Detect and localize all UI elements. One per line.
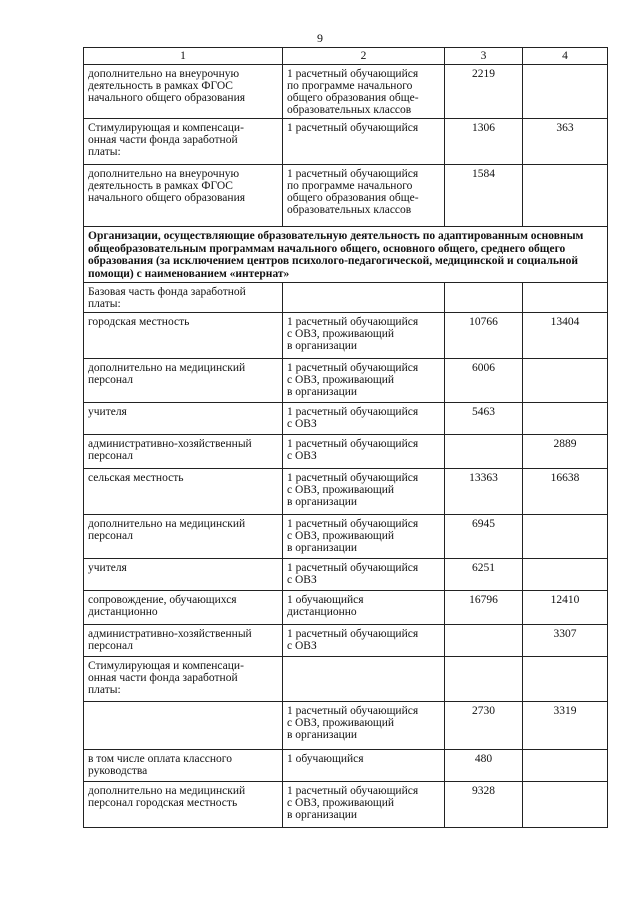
header-cell: 4 [523,48,608,65]
section-heading: Организации, осуществляющие образовательную деятельность по адаптированным основным общеобразовательным программам начального общего, основного общего, среднего общего образования (за исключением центров психолого-педагогической, медицинской и социальной помощи) с наименованием «интернат» [84,227,608,283]
table-row [84,559,608,591]
table-row [84,283,608,313]
row-unit: 1 расчетный обучающийся с ОВЗ [283,435,445,469]
row-label: дополнительно на внеурочную деятельность в рамках ФГОС начального общего образования [84,65,283,119]
row-value-col4: 3319 [523,702,608,750]
row-value-col4: 2889 [523,435,608,469]
row-value-col3: 2219 [445,65,523,119]
row-value-col4: 12410 [523,591,608,625]
row-value-col3: 480 [445,750,523,782]
row-unit: 1 расчетный обучающийся с ОВЗ, проживающий в организации [283,702,445,750]
row-label: Стимулирующая и компенсаци- онная части фонда заработной платы: [84,119,283,165]
row-value-col3: 16796 [445,591,523,625]
table-row [84,750,608,782]
table-row [84,119,608,165]
table-row [84,469,608,515]
table-row [84,359,608,403]
row-value-col4 [523,515,608,559]
row-unit: 1 расчетный обучающийся с ОВЗ, проживающий в организации [283,313,445,359]
row-value-col4: 16638 [523,469,608,515]
row-value-col3 [445,625,523,657]
row-value-col3: 1584 [445,165,523,227]
row-label: учителя [84,403,283,435]
row-value-col3: 1306 [445,119,523,165]
row-label: Базовая часть фонда заработной платы: [84,283,283,313]
row-unit: 1 расчетный обучающийся с ОВЗ, проживающий в организации [283,782,445,828]
row-value-col4: 13404 [523,313,608,359]
header-cell: 2 [283,48,445,65]
row-value-col3: 6006 [445,359,523,403]
row-value-col3: 2730 [445,702,523,750]
row-unit: 1 расчетный обучающийся с ОВЗ [283,625,445,657]
header-cell: 1 [84,48,283,65]
page-number: 9 [317,31,323,45]
row-label: дополнительно на медицинский персонал [84,515,283,559]
row-value-col4: 363 [523,119,608,165]
row-label: сопровождение, обучающихся дистанционно [84,591,283,625]
row-value-col3 [445,435,523,469]
table-header-row [84,48,608,65]
row-value-col3 [445,657,523,702]
row-unit: 1 расчетный обучающийся с ОВЗ [283,559,445,591]
row-unit: 1 расчетный обучающийся с ОВЗ, проживающий в организации [283,469,445,515]
table-row [84,435,608,469]
row-label: административно-хозяйственный персонал [84,625,283,657]
row-value-col3: 6945 [445,515,523,559]
table-row [84,657,608,702]
row-label: дополнительно на внеурочную деятельность в рамках ФГОС начального общего образования [84,165,283,227]
row-value-col3: 13363 [445,469,523,515]
row-value-col4 [523,165,608,227]
row-value-col3: 9328 [445,782,523,828]
row-value-col3: 6251 [445,559,523,591]
row-label: Стимулирующая и компенсаци- онная части фонда заработной платы: [84,657,283,702]
row-unit: 1 расчетный обучающийся по программе начального общего образования обще- образовательных классов [283,65,445,119]
row-unit: 1 обучающийся [283,750,445,782]
row-unit: 1 расчетный обучающийся с ОВЗ, проживающий в организации [283,359,445,403]
row-unit: 1 расчетный обучающийся [283,119,445,165]
row-value-col4 [523,750,608,782]
table-row [84,65,608,119]
row-value-col4 [523,657,608,702]
row-value-col4 [523,782,608,828]
norms-table [83,47,608,828]
row-unit: 1 обучающийся дистанционно [283,591,445,625]
row-label: в том числе оплата классного руководства [84,750,283,782]
row-value-col4 [523,559,608,591]
header-cell: 3 [445,48,523,65]
row-value-col4 [523,283,608,313]
row-label [84,702,283,750]
row-unit: 1 расчетный обучающийся с ОВЗ, проживающий в организации [283,515,445,559]
table-row [84,702,608,750]
row-label: учителя [84,559,283,591]
row-label: сельская местность [84,469,283,515]
row-value-col4 [523,65,608,119]
row-unit: 1 расчетный обучающийся по программе начального общего образования обще- образовательных классов [283,165,445,227]
row-unit [283,283,445,313]
table-row [84,515,608,559]
row-unit [283,657,445,702]
row-value-col4: 3307 [523,625,608,657]
row-value-col3 [445,283,523,313]
table-row [84,625,608,657]
table-row [84,313,608,359]
row-label: дополнительно на медицинский персонал [84,359,283,403]
row-label: городская местность [84,313,283,359]
row-label: дополнительно на медицинский персонал городская местность [84,782,283,828]
table-row [84,165,608,227]
row-value-col3: 5463 [445,403,523,435]
row-value-col4 [523,359,608,403]
row-unit: 1 расчетный обучающийся с ОВЗ [283,403,445,435]
row-label: административно-хозяйственный персонал [84,435,283,469]
row-value-col4 [523,403,608,435]
row-value-col3: 10766 [445,313,523,359]
table-row [84,782,608,828]
table-row [84,591,608,625]
section-heading-row [84,227,608,283]
table-row [84,403,608,435]
